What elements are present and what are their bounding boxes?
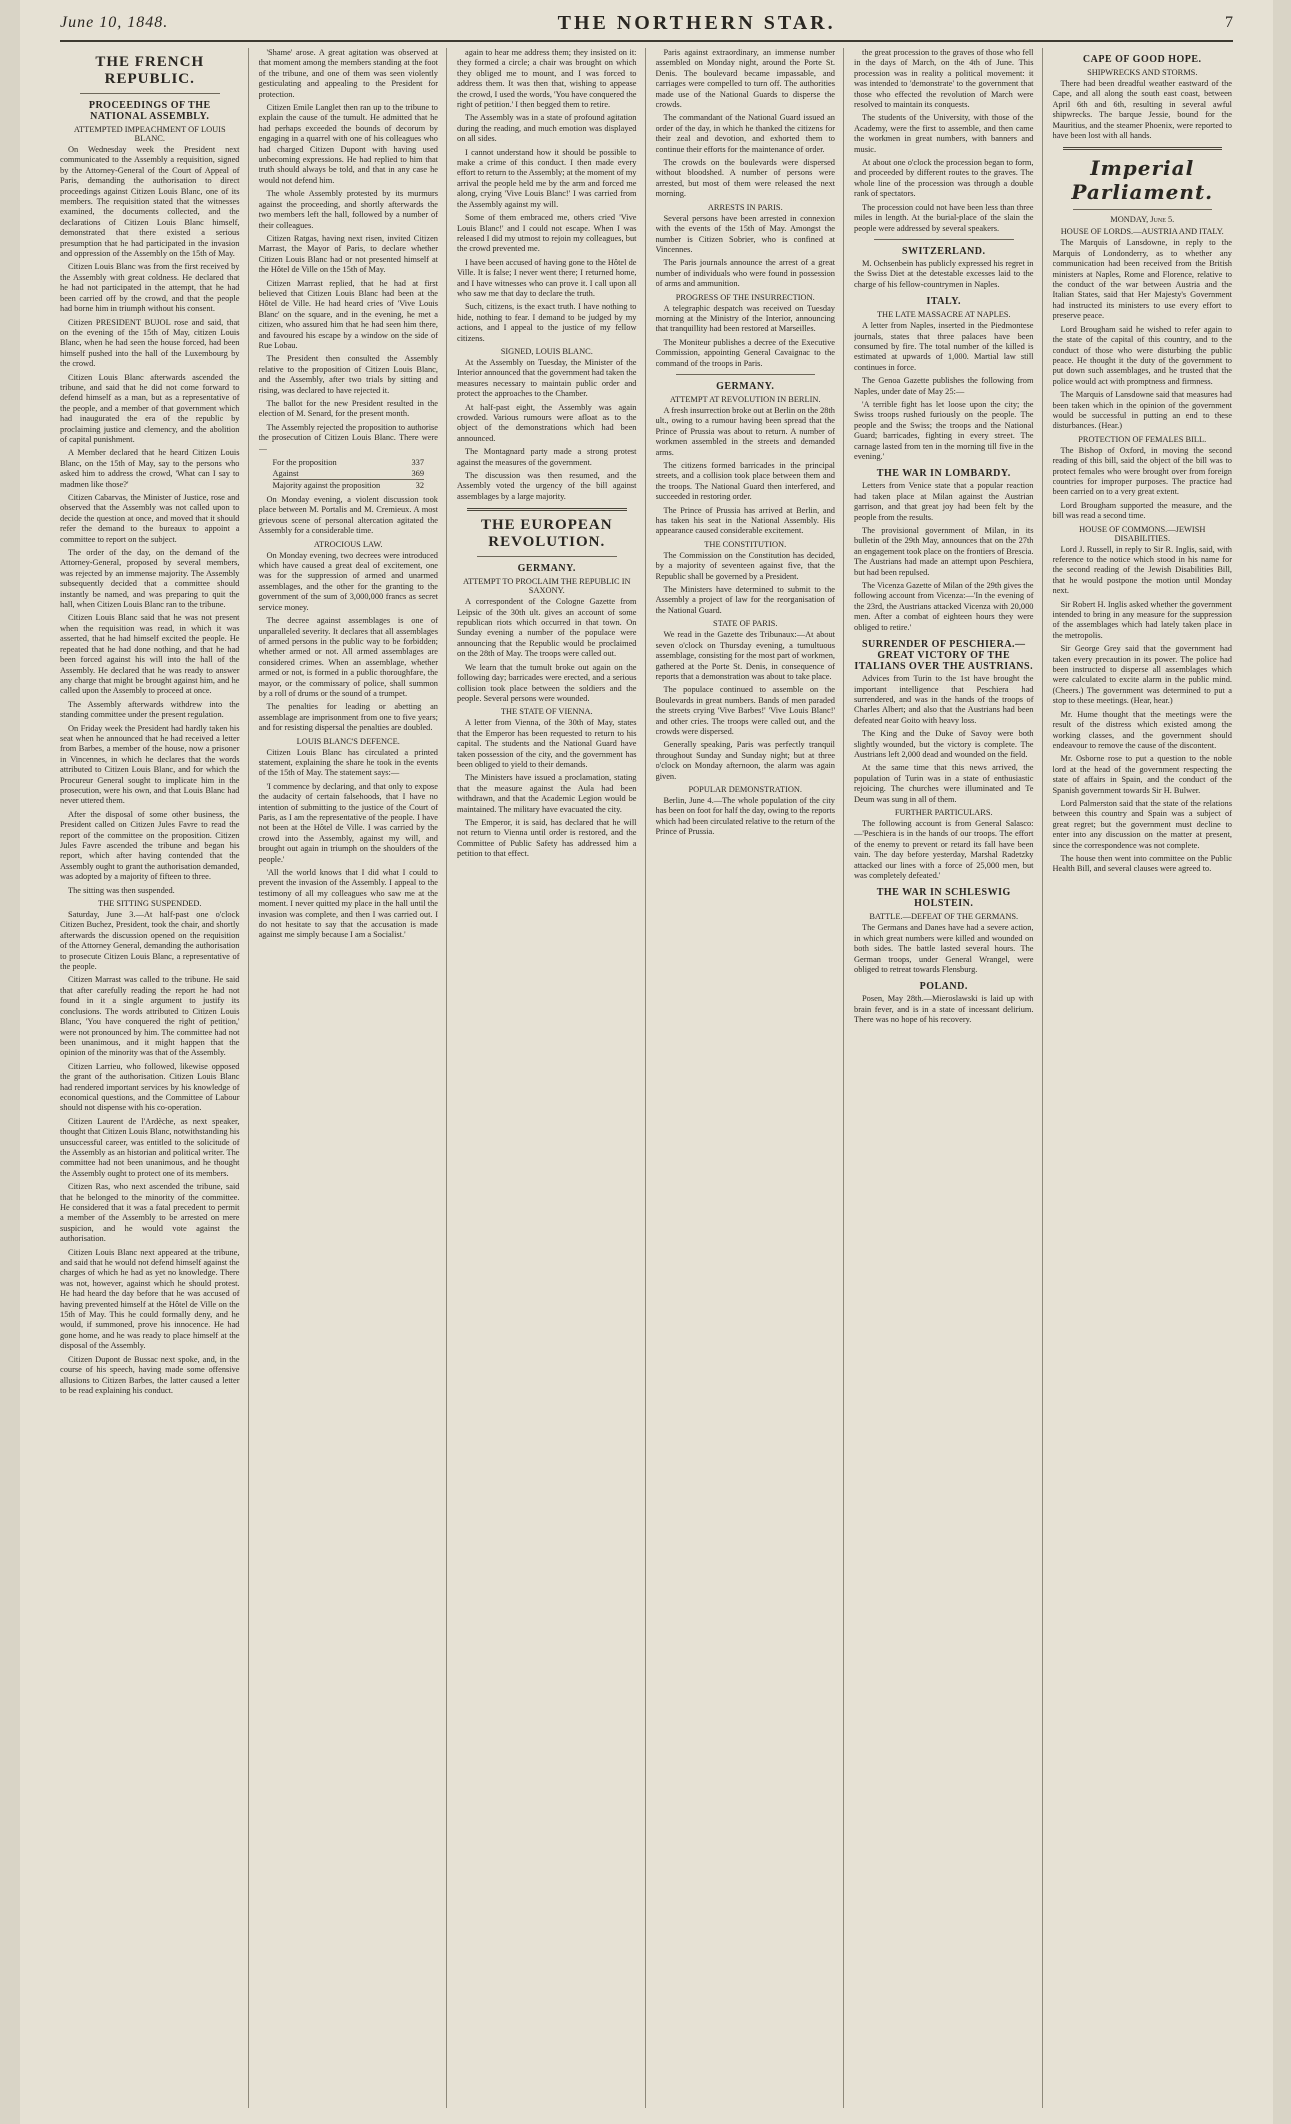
paragraph: The Commission on the Constitution has decided, by a majority of seventeen against five, that the Republic shall be governed by a President. xyxy=(655,550,835,581)
paragraph: Lord Brougham supported the measure, and the bill was read a second time. xyxy=(1052,500,1232,521)
section-heading: Imperial Parliament. xyxy=(1071,156,1214,205)
paragraph: Citizen Laurent de l'Ardèche, as next speaker, thought that Citizen Louis Blanc, notwithstanding his unsuccessful career, was entitled to the solicitude of the Assembly as an historian and political writer. The committee had not been unanimous, and he thought the Assembly ought to protect one of its members. xyxy=(60,1116,240,1178)
paragraph: Sir George Grey said that the government had taken every precaution in its power. The police had been instructed to disperse all assemblages which were calculated to excite alarm in the public mind. (Cheers.) The government was determined to put a stop to these meetings. (Hear, hear.) xyxy=(1052,644,1232,706)
paragraph: Citizen Louis Blanc was from the first received by the Assembly with great coldness. He declared that he had not participated in the attempt, that he had been carried off by the crowd, and that the people had borne him in triumph without his consent. xyxy=(60,262,240,314)
article-heading: SURRENDER OF PESCHIERA.—GREAT VICTORY OF THE ITALIANS OVER THE AUSTRIANS. xyxy=(854,639,1034,673)
paragraph: The King and the Duke of Savoy were both slightly wounded, but the victory is complete. The Austrians left 2,000 dead and wounded on the field. xyxy=(854,729,1034,759)
paragraph: Citizen Larrieu, who followed, likewise opposed the grant of the authorisation. Citizen Louis Blanc had rendered important services by his knowledge of economical questions, and the Committee of Labour should not dispense with his co-operation. xyxy=(60,1061,240,1113)
paragraph: A correspondent of the Cologne Gazette from Leipsic of the 30th ult. gives an account of some republican riots which occurred in that town. On Sunday evening a number of the populace were announcing that the Republic would be proclaimed on the 28th of May. The troops were called out. xyxy=(457,597,637,659)
section-heading: THE FRENCH REPUBLIC. xyxy=(95,54,205,87)
paragraph: The Vicenza Gazette of Milan of the 29th gives the following account from Vicenza:—'In the evening of the 23rd, the Austrians attacked Vicenza with 20,000 men. After a combat of eighteen hours they were obliged to retire.' xyxy=(854,581,1034,632)
paragraph: The commandant of the National Guard issued an order of the day, in which he thanked the citizens for their zeal and devotion, and exhorted them to continue their efforts for the maintenance of order. xyxy=(655,113,835,154)
paragraph: The following account is from General Salasco:—'Peschiera is in the hands of our troops. The effort of the enemy to prevent or retard its fall have been vain. The day before yesterday, Marshal Radetzky attacked our lines with a force of 25,000 men, but was completely defeated.' xyxy=(854,818,1034,880)
column-container xyxy=(60,48,1240,2108)
article-heading: CAPE OF GOOD HOPE. xyxy=(1082,54,1202,65)
vote-tally xyxy=(273,457,425,491)
paragraph: The ballot for the new President resulted in the election of M. Senard, for the present month. xyxy=(258,399,438,419)
column-5 xyxy=(854,48,1043,2108)
divider xyxy=(874,239,1014,240)
paragraph: Sir Robert H. Inglis asked whether the government intended to bring in any measure for the suppression of the assemblages which had lately taken place in the metropolis. xyxy=(1052,599,1232,640)
paragraph: The order of the day, on the demand of the Attorney-General, proposed by several members, was rejected by an immense majority. The Assembly subsequently decided that a committee should instantly be named, and was preparing to quit the hall, when Citizen Louis Blanc ran to the tribune. xyxy=(60,548,240,610)
paragraph: Lord Brougham said he wished to refer again to the state of the capital of this country, and to the conduct of those who were disturbing the public peace. He thought it the duty of the government to put down such assemblages, and he trusted that the police would act with promptness and firmness. xyxy=(1052,324,1232,386)
article-kicker: THE CONSTITUTION. xyxy=(704,539,787,549)
paragraph: We learn that the tumult broke out again on the following day; barricades were erected, and a serious collision took place between the soldiers and the people. Several persons were wounded. xyxy=(457,662,637,703)
article-kicker: HOUSE OF LORDS.—AUSTRIA AND ITALY. xyxy=(1060,227,1224,237)
article-kicker: ATROCIOUS LAW. xyxy=(313,539,383,549)
paragraph: Saturday, June 3.—At half-past one o'clock Citizen Buchez, President, took the chair, and shortly afterwards the discussion opened on the requisition of the Attorney General, demanding the authorisation to prosecute Citizen Louis Blanc, a representative of the people. xyxy=(60,910,240,972)
article-kicker: BATTLE.—DEFEAT OF THE GERMANS. xyxy=(869,912,1019,922)
paragraph: Mr. Osborne rose to put a question to the noble lord at the head of the government respecting the state of affairs in Spain, and the conduct of the Spanish government towards Sir H. Bulwer. xyxy=(1052,754,1232,795)
vote-label: For the proposition xyxy=(272,458,337,468)
paragraph: M. Ochsenbein has publicly expressed his regret in the Swiss Diet at the detestable excesses laid to the charge of his fellow-countrymen in Naples. xyxy=(854,258,1034,289)
article-kicker: SIGNED, LOUIS BLANC. xyxy=(500,346,593,356)
paragraph: Lord Palmerston said that the state of the relations between this country and Spain was a subject of great regret; but the government must decline to enter into any discussion on the matter at present, since the correspondence was not complete. xyxy=(1052,798,1232,850)
paragraph: Citizen Cabarvas, the Minister of Justice, rose and observed that the Assembly was not called upon to decide the question at once, and moved that it should refer the demand to the bureaux to appoint a committee to report on the subject. xyxy=(60,493,240,544)
paragraph: The house then went into committee on the Public Health Bill, and several clauses were agreed to. xyxy=(1052,853,1232,874)
paragraph: The Ministers have determined to submit to the Assembly a project of law for the reorganisation of the National Guard. xyxy=(655,585,835,615)
paragraph: A Member declared that he heard Citizen Louis Blanc, on the 15th of May, say to the persons who asked him to address the crowd, 'What can I say to madmen like those?' xyxy=(60,448,240,489)
vote-row xyxy=(273,457,425,468)
paragraph: On Friday week the President had hardly taken his seat when he announced that he had received a letter from Barbes, a member of the house, now a prisoner in Vincennes, in which he declares that the words attributed to Citizen Louis Blanc, and for which the Procureur General sought to implicate him in the prosecution, were his own, and that Louis Blanc had never uttered them. xyxy=(60,723,240,806)
paragraph: The populace continued to assemble on the Boulevards in great numbers. Bands of men paraded the streets crying 'Vive Barbes!' 'Vive Louis Blanc!' and other cries. The troops were called out, and the crowds were dispersed. xyxy=(655,685,835,736)
paragraph: Paris against extraordinary, an immense number assembled on Monday night, around the Porte St. Denis. The boulevard became impassable, and carriages were compelled to turn off. The authorities made use of the National Guards to disperse the crowds. xyxy=(655,48,835,110)
paragraph: I cannot understand how it should be possible to make a crime of this conduct. I then made every effort to return to the Assembly; at the moment of my arrival the people held me by the arm and forced me along, crying 'Vive Louis Blanc!' I was carried from the Assembly against my will. xyxy=(457,147,637,209)
paragraph: The whole Assembly protested by its murmurs against the proceeding, and shortly afterwards the two members left the hall, followed by a number of their colleagues. xyxy=(258,189,438,230)
paragraph: The Emperor, it is said, has declared that he will not return to Vienna until order is restored, and the Committee of Public Safety has addressed him a petition to that effect. xyxy=(457,817,637,859)
vote-count: 369 xyxy=(411,469,424,479)
paragraph: At half-past eight, the Assembly was again crowded. Various rumours were afloat as to the object of the demonstrations which had been announced. xyxy=(457,402,637,443)
paragraph: I have been accused of having gone to the Hôtel de Ville. It is false; I never went there; I returned home, and I have witnesses who can prove it. I call upon all who saw me that day to declare the truth. xyxy=(457,257,637,298)
paragraph: Letters from Venice state that a popular reaction had taken place at Milan against the Austrian garrison, and that great joy had been felt by the people from the results. xyxy=(854,481,1034,522)
article-kicker: HOUSE OF COMMONS.—JEWISH DISABILITIES. xyxy=(1079,524,1206,543)
article-kicker: ATTEMPT TO PROCLAIM THE REPUBLIC IN SAXONY. xyxy=(462,577,631,596)
paragraph: A letter from Naples, inserted in the Piedmontese journals, states that three palaces have been consumed by fire. The total number of the killed is estimated at upwards of 1,000. Martial law still continues in force. xyxy=(854,321,1034,372)
article-kicker: POPULAR DEMONSTRATION. xyxy=(688,784,803,794)
paragraph: Citizen Louis Blanc afterwards ascended the tribune, and said that he did not come forward to defend himself as a man, but as a representative of the people, and a member of that government which had inaugurated the era of the republic by proclaiming justice and clemency, and the abolition of capital punishment. xyxy=(60,372,240,444)
paragraph: The citizens formed barricades in the principal streets, and a collision took place between them and the troops. The National Guard then interfered, and succeeded in restoring order. xyxy=(655,461,835,502)
article-kicker: THE LATE MASSACRE AT NAPLES. xyxy=(876,310,1011,320)
paragraph: 'A terrible fight has let loose upon the city; the Swiss troops rushed furiously on the people. The people and the Swiss; the troops and the National Guard; barricades, fighting in every street. The carnage lasted from ten in the morning till five in the evening.' xyxy=(854,399,1034,461)
paragraph: Berlin, June 4.—The whole population of the city has been on foot for half the day, owing to the reports which had been circulated relative to the return of the Prince of Prussia. xyxy=(655,795,835,837)
paragraph: The Marquis of Lansdowne said that measures had been taken which in the opinion of the government would be successful in putting an end to these disturbances. (Hear.) xyxy=(1052,390,1232,431)
paragraph: The Montagnard party made a strong protest against the measures of the government. xyxy=(457,447,637,467)
double-divider xyxy=(1063,147,1223,150)
paragraph: Citizen Louis Blanc said that he was not present when the requisition was read, in which it was asserted, that he had himself excited the people. He repeated that he had done nothing, and that he had been forced against his will into the hall of the Assembly. He declared that he was ready to answer any charge that might be brought against him, and he called upon the Assembly to proceed at once. xyxy=(60,613,240,696)
divider xyxy=(1073,209,1213,210)
paragraph: The President then consulted the Assembly relative to the proposition of Citizen Louis Blanc, and the Assembly, after two trials by sitting and rising, was declared to have rejected it. xyxy=(258,354,438,395)
article-kicker: PROTECTION OF FEMALES BILL. xyxy=(1078,434,1207,444)
column-1 xyxy=(60,48,249,2108)
double-divider xyxy=(467,508,627,511)
column-4 xyxy=(656,48,845,2108)
article-heading: THE WAR IN SCHLESWIG HOLSTEIN. xyxy=(876,887,1011,910)
paragraph: The penalties for leading or abetting an assemblage are imprisonment from one to five years; and for resisting dispersal the penalties are doubled. xyxy=(258,702,438,733)
article-kicker: THE SITTING SUSPENDED. xyxy=(97,899,202,909)
vote-label: Majority against the proposition xyxy=(272,481,381,491)
paragraph: The procession could not have been less than three miles in length. At the burial-place of the slain the people were addressed by several speakers. xyxy=(854,202,1034,233)
paragraph: At about one o'clock the procession began to form, and proceeded by different routes to the graves. The whole line of the procession was through a double rank of spectators. xyxy=(854,158,1034,199)
article-kicker: THE STATE OF VIENNA. xyxy=(500,707,593,717)
paragraph: Citizen Dupont de Bussac next spoke, and, in the course of his speech, having made some offensive allusions to Citizen Barbes, the latter caused a letter to be read explaining his conduct. xyxy=(60,1354,240,1395)
paragraph: There had been dreadful weather eastward of the Cape, and all along the south east coast, between April 6th and 6th, resulting in several awful shipwrecks. The barque Jessie, bound for the Mauritius, and the steamer Phoenix, were reported to have been lost with all hands. xyxy=(1052,79,1232,141)
paragraph: Citizen Marrast was called to the tribune. He said that after carefully reading the report he had not found in it a single argument to justify its conclusions. The words attributed to Citizen Louis Blanc, 'You have conquered the right of petition,' were not pronounced by him. The committee had not been unanimous, and it might happen that the opinion of the minority was that of the Assembly. xyxy=(60,975,240,1058)
newspaper-page xyxy=(20,0,1273,2124)
article-kicker: ATTEMPTED IMPEACHMENT OF LOUIS BLANC. xyxy=(73,125,226,143)
paragraph: Several persons have been arrested in connexion with the events of the 15th of May. Amongst the number is Citizen Sobrier, who is confined at Vincennes. xyxy=(655,213,835,254)
newspaper-title: THE NORTHERN STAR. xyxy=(557,11,836,34)
paragraph: The Ministers have issued a proclamation, stating that the measure against the Aula had been withdrawn, and that the Academic Legion would be maintained. The military have evacuated the city. xyxy=(457,773,637,814)
paragraph: 'Shame' arose. A great agitation was observed at that moment among the members standing at the foot of the tribune, and one of them was seen violently gesticulating and appealing to the President for protection. xyxy=(258,48,438,99)
paragraph: The students of the University, with those of the Academy, were the first to assemble, and then came the workmen in great numbers, with banners and music. xyxy=(854,113,1034,154)
paragraph: Citizen PRESIDENT BUJOL rose and said, that on the evening of the 15th of May, citizen Louis Blanc, when he had seen the house forced, had been himself pushed into the hall of the Luxembourg by the crowd. xyxy=(60,317,240,369)
paragraph: On Monday evening, a violent discussion took place between M. Portalis and M. Cremieux. A most grievous scene of personal altercation agitated the Assembly for a considerable time. xyxy=(258,495,438,536)
paragraph: The Prince of Prussia has arrived at Berlin, and has taken his seat in the National Assembly. His appearance caused considerable excitement. xyxy=(655,505,835,536)
column-2 xyxy=(259,48,448,2108)
paragraph: A letter from Vienna, of the 30th of May, states that the Emperor has been requested to return to his capital. The students and the National Guard have taken possession of the city, and the government has been obliged to yield to their demands. xyxy=(457,718,637,769)
article-heading: GERMANY. xyxy=(517,563,576,575)
divider xyxy=(477,556,617,557)
paragraph: The Assembly rejected the proposition to authorise the prosecution of Citizen Louis Blanc. There were— xyxy=(258,422,438,453)
paragraph: Advices from Turin to the 1st have brought the important intelligence that Peschiera had surrendered, and was in the hands of the troops of Charles Albert; and also that the Austrians had been defeated near Goito with heavy loss. xyxy=(854,674,1034,725)
paragraph: The discussion was then resumed, and the Assembly voted the urgency of the bill against assemblages by a large majority. xyxy=(457,471,637,501)
paragraph: The Assembly was in a state of profound agitation during the reading, and much emotion was displayed on all sides. xyxy=(457,113,637,144)
article-kicker: STATE OF PARIS. xyxy=(713,619,778,629)
article-heading: PROCEEDINGS OF THE NATIONAL ASSEMBLY. xyxy=(88,100,211,122)
column-3 xyxy=(457,48,646,2108)
masthead xyxy=(60,6,1233,42)
article-kicker: FURTHER PARTICULARS. xyxy=(894,807,993,817)
paragraph: Lord J. Russell, in reply to Sir R. Inglis, said, with reference to the notice which stood in his name for the second reading of the Jewish Disabilities Bill, that he would postpone the motion until Monday next. xyxy=(1052,544,1232,596)
paragraph: The sitting was then suspended. xyxy=(68,885,175,895)
vote-count: 337 xyxy=(411,458,424,468)
paragraph: the great procession to the graves of those who fell in the days of March, on the 4th of June. This procession was in reality a political movement: it was intended to 'demonstrate' to the government that those who effected the revolution of March were resolved to maintain its conquests. xyxy=(854,48,1034,110)
paragraph: At the same time that this news arrived, the population of Turin was in a state of enthusiastic rejoicing. The churches were illuminated and Te Deum was sung in all of them. xyxy=(854,763,1034,804)
vote-row xyxy=(273,468,425,479)
paragraph: Citizen Marrast replied, that he had at first believed that Citizen Louis Blanc had been at the Hôtel de Ville. He had heard cries of 'Vive Louis Blanc' on the square, and in the evening, he met a citizen, who assured him that he had seen him there, and favoured his escape by a window on the side of Rue Lobau. xyxy=(258,278,438,350)
article-kicker: ATTEMPT AT REVOLUTION IN BERLIN. xyxy=(669,394,821,404)
article-heading: SWITZERLAND. xyxy=(901,245,986,257)
paragraph: After the disposal of some other business, the President called on Citizen Jules Favre to read the report of the committee on the proposition. Citizen Jules Favre ascended the tribune and began his report, which after having contended that the Assembly ought to grant the authorisation demanded, was adopted by a majority of fifteen to three. xyxy=(60,809,240,882)
paragraph: Citizen Louis Blanc has circulated a printed statement, explaining the share he took in the events of the 15th of May. The statement says:— xyxy=(258,747,438,778)
article-kicker: SHIPWRECKS AND STORMS. xyxy=(1087,68,1198,77)
page-number: 7 xyxy=(1224,14,1233,31)
paragraph: 'I commence by declaring, and that only to expose the audacity of certain falsehoods, that I have no intention of submitting to the justice of the Court of Paris, as I am the representative of the people. I have not been at the Hôtel de Ville. I was carried by the crowd into the Assembly, against my will, and brought out again in triumph on the shoulders of the people.' xyxy=(258,781,438,864)
paragraph: The Paris journals announce the arrest of a great number of individuals who were found in possession of arms and ammunition. xyxy=(655,258,835,289)
article-heading: POLAND. xyxy=(919,981,968,993)
paragraph: A fresh insurrection broke out at Berlin on the 28th ult., owing to a rumour having been spread that the Prince of Prussia was about to return. A number of workmen assembled in the streets and demanded arms. xyxy=(655,405,835,457)
paragraph: again to hear me address them; they insisted on it: they formed a circle; a chair was brought on which they obliged me to mount, and I was forced to address them. It was then that, wishing to appease the crowd, I used the words, 'You have conquered the right of petition.' I then begged them to retire. xyxy=(457,48,637,110)
paragraph: Citizen Ras, who next ascended the tribune, said that he belonged to the minority of the committee. He considered that it was a fatal precedent to permit a member of the Assembly to be arrested on mere suspicion, and he would vote against the authorisation. xyxy=(60,1182,240,1244)
vote-count: 32 xyxy=(415,481,424,491)
vote-row xyxy=(273,479,425,491)
paragraph: Mr. Hume thought that the meetings were the result of the distress which existed among the working classes, and the government should endeavour to remove the cause of the discontent. xyxy=(1052,709,1232,750)
article-kicker: PROGRESS OF THE INSURRECTION. xyxy=(675,292,815,302)
divider xyxy=(676,374,816,375)
paragraph: On Wednesday week the President next communicated to the Assembly a requisition, signed by the Attorney-General of the Court of Appeal of Paris, demanding the authorisation to direct proceedings against Citizen Louis Blanc, one of its members. The requisition stated that the witnesses examined, the documents collected, and the declarations of Citizen Louis Blanc himself, demonstrated that there existed a serious presumption that he had participated in the invasion and oppression of the Assembly on the 15th of May. xyxy=(60,145,240,259)
paragraph: The Moniteur publishes a decree of the Executive Commission, appointing General Cavaignac to the command of the troops in Paris. xyxy=(655,337,835,368)
divider xyxy=(80,93,220,94)
article-heading: ITALY. xyxy=(926,296,962,308)
paragraph: Citizen Ratgas, having next risen, invited Citizen Marrast, the Mayor of Paris, to declare whether Citizen Louis Blanc had or not presented himself at the Hôtel de Ville on the 15th of May. xyxy=(258,233,438,275)
article-heading: GERMANY. xyxy=(716,380,775,392)
sitting-date: MONDAY, June 5. xyxy=(1110,215,1175,225)
paragraph: The Assembly afterwards withdrew into the standing committee under the present regulation. xyxy=(60,699,240,720)
column-6 xyxy=(1053,48,1241,2108)
paragraph: 'All the world knows that I did what I could to prevent the invasion of the Assembly. I appeal to the testimony of all my colleagues who saw me at the moment. I never quitted my place in the hall until the invasion was complete, and then I was carried out. I do not hesitate to say that the accusation is made against me simply because I am a Socialist.' xyxy=(258,868,438,940)
paragraph: Citizen Louis Blanc next appeared at the tribune, and said that he would not defend himself against the charges of which he had as yet no knowledge. There was not, however, against which he should protest. He had heard the day before that he was accused of having prevented himself at the Hôtel de Ville on the 15th of May. This he could formally deny, and he would, if summoned, prove his innocence. He had gone home, and he was ready to place himself at the disposal of the Assembly. xyxy=(60,1247,240,1351)
paragraph: The Germans and Danes have had a severe action, in which great numbers were killed and wounded on both sides. The battle lasted several hours. The German troops, under General Wrangel, were obliged to retreat towards Flensburg. xyxy=(854,923,1034,975)
paragraph: The Bishop of Oxford, in moving the second reading of this bill, said the object of the bill was to protect females who were brought over from foreign countries for improper purposes. The practice had been carried on to a very great extent. xyxy=(1052,445,1232,497)
paragraph: On Monday evening, two decrees were introduced which have caused a great deal of excitement, one was for the suppression of armed and unarmed assemblages, and the other for the granting to the government of the sum of 3,000,000 francs as secret service money. xyxy=(258,550,438,612)
paragraph: Citizen Emile Langlet then ran up to the tribune to explain the cause of the tumult. He admitted that he had perhaps exceeded the bounds of decorum by engaging in a quarrel with one of his colleagues who had charged Citizen Dupont with having used unbecoming expressions. He had replied to him that truth should always be told, and that in any case he would not defend him. xyxy=(258,103,438,185)
paragraph: The Marquis of Lansdowne, in reply to the Marquis of Londonderry, as to whether any communication had been received from the British ministers at Naples, Rome and Florence, relative to the conduct of the war between Austria and the Italian States, said that Her Majesty's Government had instructed its ministers to use every effort to preserve peace. xyxy=(1052,238,1232,321)
paragraph: The provisional government of Milan, in its bulletin of the 29th May, announces that on the 27th an engagement took place on the frontiers of Brescia. The Austrians had made an attempt upon Peschiera, but had been repulsed. xyxy=(854,526,1034,577)
paragraph: Generally speaking, Paris was perfectly tranquil throughout Sunday and Sunday night; but at three o'clock on Monday afternoon, the alarm was again given. xyxy=(655,740,835,781)
paragraph: Some of them embraced me, others cried 'Vive Louis Blanc!' and I could not escape. When I was released I did my utmost to rejoin my colleagues, but the crowd prevented me. xyxy=(457,213,637,254)
paragraph: Such, citizens, is the exact truth. I have nothing to hide, nothing to fear. I demand to be judged by my actions, and I appeal to the justice of my fellow citizens. xyxy=(457,302,637,343)
paragraph: A telegraphic despatch was received on Tuesday morning at the Ministry of the Interior, announcing that tranquillity had been restored at Marseilles. xyxy=(655,303,835,334)
paragraph: At the Assembly on Tuesday, the Minister of the Interior announced that the government had taken the measures necessary to maintain public order and protect the approaches to the Chamber. xyxy=(457,357,637,399)
section-heading: THE EUROPEAN REVOLUTION. xyxy=(480,517,613,551)
paragraph: Posen, May 28th.—Mieroslawski is laid up with brain fever, and is in a state of incessant delirium. There was no hope of his recovery. xyxy=(854,994,1034,1025)
vote-label: Against xyxy=(272,469,299,479)
paragraph: The Genoa Gazette publishes the following from Naples, under date of May 25:— xyxy=(854,376,1034,396)
article-heading: THE WAR IN LOMBARDY. xyxy=(876,468,1011,480)
issue-date: June 10, 1848. xyxy=(60,14,169,31)
article-kicker: LOUIS BLANC'S DEFENCE. xyxy=(296,736,400,746)
article-kicker: ARRESTS IN PARIS. xyxy=(707,202,783,212)
paragraph: The decree against assemblages is one of unparalleled severity. It declares that all assemblages of armed persons in the public way to be forbidden; whether armed or not. All armed assemblages are considered crimes. When an assemblage, whether armed or not, is formed in a public thoroughfare, the mayor, or the commissary of police, shall summon by a roll of drums or the sound of a trumpet. xyxy=(258,616,438,698)
paragraph: We read in the Gazette des Tribunaux:—At about seven o'clock on Thursday evening, a tumultuous assemblage, consisting for the most part of workmen, gathered at the Porte St. Denis, in consequence of reports that a demonstration was about to take place. xyxy=(655,630,835,681)
paragraph: The crowds on the boulevards were dispersed without bloodshed. A number of persons were arrested, but most of them were released the next morning. xyxy=(655,158,835,199)
